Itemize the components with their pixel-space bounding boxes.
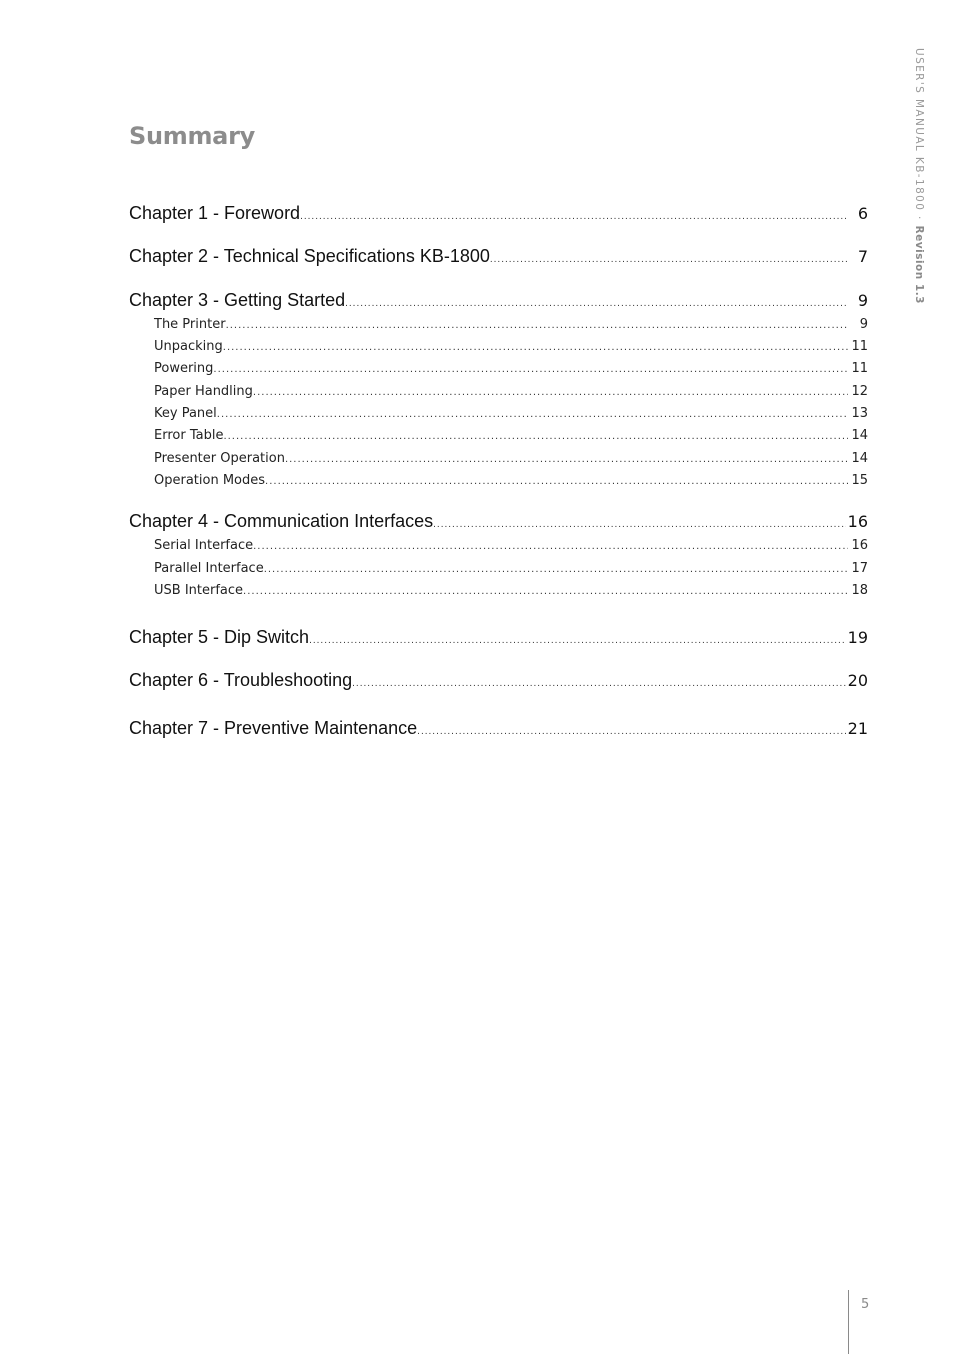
page-number: 5 [861,1297,870,1312]
toc-entry-page-number: 20 [847,671,868,690]
dot-leader [264,564,848,575]
toc-entry-label: USB Interface [154,583,244,598]
running-header-text: USER'S MANUAL KB-1800 · [913,48,925,221]
toc-entry-label: Paper Handling [154,384,253,399]
toc-section-entry [129,339,868,354]
toc-entry-page-number: 7 [857,247,868,266]
dot-leader [226,320,848,331]
dot-leader [253,541,848,552]
toc-chapter-entry [129,246,868,267]
toc-section-entry [129,317,868,332]
toc-entry-label: Chapter 5 - Dip Switch [129,627,310,647]
dot-leader [300,211,848,222]
toc-section-entry [129,384,868,399]
toc-entry-label: Chapter 4 - Communication Interfaces [129,511,434,531]
toc-entry-label: Operation Modes [154,473,266,488]
toc-chapter-entry [129,718,868,739]
dot-leader [223,342,848,353]
toc-entry-page-number: 15 [851,473,868,488]
toc-entry-page-number: 6 [857,204,868,223]
toc-entry-page-number: 16 [847,512,868,531]
toc-section-entry [129,361,868,376]
toc-section-entry [129,538,868,553]
toc-entry-label: Chapter 2 - Technical Specifications KB-1800 [129,246,490,266]
toc-entry-page-number: 12 [851,384,868,399]
toc-entry-page-number: 18 [851,583,868,598]
revision-label: Revision 1.3 [913,225,925,304]
dot-leader [243,586,848,597]
toc-entry-label: Serial Interface [154,538,254,553]
toc-chapter-entry [129,290,868,311]
toc-entry-label: Error Table [154,428,224,443]
toc-section-entry [129,473,868,488]
toc-entry-page-number: 21 [847,719,868,738]
toc-section-entry [129,451,868,466]
dot-leader [490,254,848,265]
toc-entry-page-number: 11 [851,339,868,354]
toc-entry-label: Chapter 6 - Troubleshooting [129,670,353,690]
toc-entry-label: Powering [154,361,214,376]
toc-chapter-entry [129,627,868,648]
toc-entry-page-number: 11 [851,361,868,376]
dot-leader [217,409,848,420]
dot-leader [253,387,848,398]
dot-leader [433,519,846,530]
toc-section-entry [129,561,868,576]
running-header [913,48,925,304]
dot-leader [417,726,845,737]
dot-leader [223,431,848,442]
toc-entry-page-number: 17 [851,561,868,576]
toc-entry-page-number: 16 [851,538,868,553]
toc-section-entry [129,583,868,598]
toc-entry-page-number: 19 [847,628,868,647]
toc-chapter-entry [129,511,868,532]
toc-entry-label: Unpacking [154,339,223,354]
toc-entry-label: Key Panel [154,406,217,421]
toc-chapter-entry [129,203,868,224]
toc-section-entry [129,406,868,421]
toc-entry-label: Chapter 1 - Foreword [129,203,301,223]
dot-leader [309,635,846,646]
toc-entry-label: Chapter 7 - Preventive Maintenance [129,718,418,738]
toc-entry-label: The Printer [154,317,226,332]
dot-leader [265,476,848,487]
dot-leader [213,364,848,375]
toc-entry-page-number: 14 [851,451,868,466]
toc-entry-label: Parallel Interface [154,561,264,576]
dot-leader [352,678,846,689]
toc-entry-label: Chapter 3 - Getting Started [129,290,346,310]
page-title: Summary [129,122,255,150]
toc-chapter-entry [129,670,868,691]
footer-divider [848,1290,849,1354]
toc-entry-page-number: 9 [859,317,868,332]
toc-entry-page-number: 13 [851,406,868,421]
toc-section-entry [129,428,868,443]
dot-leader [345,298,848,309]
toc-entry-label: Presenter Operation [154,451,285,466]
toc-entry-page-number: 9 [857,291,868,310]
toc-entry-page-number: 14 [851,428,868,443]
dot-leader [285,454,848,465]
